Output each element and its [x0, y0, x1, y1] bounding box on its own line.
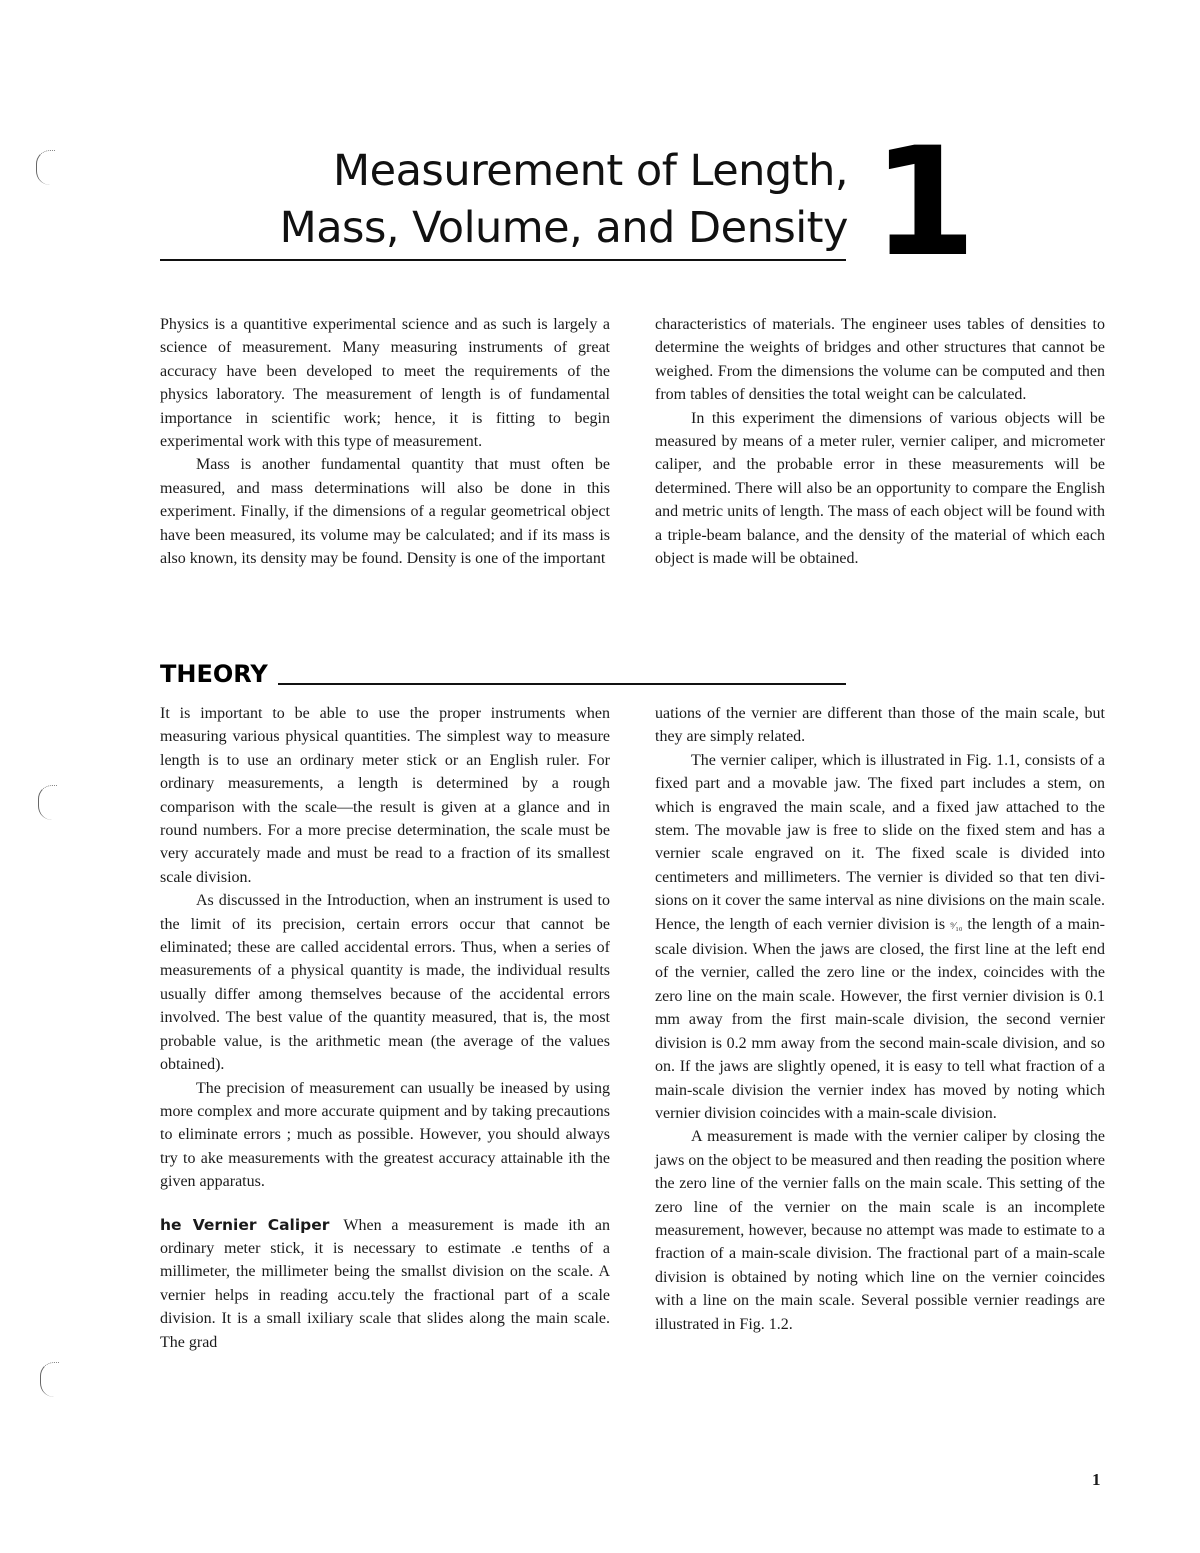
section-heading-theory: THEORY [160, 660, 268, 688]
vernier-description-cont: the length of a main-scale division. When the jaws are closed, the first line at the left end of the vernier, called the zero line or the index, coincides with the zero line on the main scale. However, the first vernier division is 0.1 mm away from the first main-scale division, the second vernier division is 0.2 mm away from the second main-scale division, and so on. If the jaws are slightly opened, it is easy to tell what fraction of a main-scale division the vernier index has moved by noting which vernier division coincides with a main-scale division. [655, 915, 1105, 1122]
theory-paragraph: uations of the vernier are different than those of the main scale, but they are simply related. [655, 705, 1105, 746]
intro-paragraph: characteristics of materials. The engineer uses tables of densities to determine the weights of bridges and other structures that cannot be weighed. From the dimensions the volume can be computed and then from tables of densities the total weight can be calculated. [655, 316, 1105, 404]
title-rule [160, 259, 846, 261]
theory-left-column [160, 702, 610, 1354]
chapter-title [280, 143, 848, 257]
theory-paragraph: As discussed in the Introduction, when an instrument is used to the limit of its precision, certain errors occur that cannot be eliminated; these are called accidental errors. Thus, when a series of measurements of a physical quantity is made, the individual results usually differ among themselves because of the accidental errors involved. The best value of the quantity measured, that is, the most probable value, is the arithmetic mean (the average of the values obtained). [160, 892, 610, 1074]
section-rule [278, 683, 846, 685]
chapter-title-line-1: Measurement of Length, [333, 146, 848, 196]
binding-hole-mark [36, 150, 55, 185]
vernier-caliper-text: When a measurement is made ith an ordinary meter stick, it is necessary to estimate .e tenths of a millimeter, the millimeter being the smallst division on the scale. A vernier helps in reading accu.tely the fractional part of a scale division. It is a small ixiliary scale that slides along the main scale. The grad [160, 1216, 610, 1351]
binding-hole-mark [40, 1362, 59, 1397]
theory-paragraph [655, 749, 1105, 1126]
intro-paragraph: Mass is another fundamental quantity that must often be measured, and mass determinations will also be done in this experiment. Finally, if the dimensions of a regular geometrical object have been measured, its volume may be calculated; and if its mass is also known, its density may be found. Density is one of the important [160, 456, 610, 568]
subsection-heading-vernier-caliper: he Vernier Caliper [160, 1215, 330, 1234]
intro-paragraph: In this experiment the dimensions of various objects will be measured by means of a meter ruler, vernier caliper, and micrometer caliper, and the probable error in these measurements will be determined. There will also be an opportunity to compare the English and metric units of length. The mass of each object will be found with a triple-beam balance, and the density of the material of which each object is made will be obtained. [655, 409, 1105, 568]
intro-left-column [160, 313, 610, 570]
fraction-nine-tenths: ⁹⁄₁₀ [950, 920, 963, 932]
intro-right-column [655, 313, 1105, 570]
binding-hole-mark [38, 785, 57, 820]
chapter-number: 1 [872, 116, 977, 290]
page-number: 1 [1092, 1470, 1101, 1489]
vernier-caliper-paragraph [160, 1214, 610, 1354]
theory-paragraph: A measurement is made with the vernier caliper by closing the jaws on the object to be measured and then reading the position where the zero line of the vernier falls on the main scale. This setting of the zero line of the vernier on the main scale is an incomplete measurement, however, because no attempt was made to estimate to a fraction of a main-scale division. The fractional part of a main-scale division is obtained by noting which line on the vernier coincides with a line on the main scale. Several possible vernier readings are illustrated in Fig. 1.2. [655, 1128, 1105, 1333]
theory-paragraph: It is important to be able to use the proper instruments when measuring various physical quantities. The simplest way to measure length is to use an ordinary meter stick or an English ruler. For ordinary measurements, a length is determined by a rough comparison with the scale—the result is given at a glance and in round numbers. For a more precise determination, the scale must be very accurately made and must be read to a fraction of its smallest scale division. [160, 705, 610, 886]
intro-paragraph: Physics is a quantitive experimental science and as such is largely a science of measurement. Many measuring instruments of great accuracy have been developed to meet the requirements of the physics laboratory. The measurement of length is of fundamental importance in scientific work; hence, it is fitting to begin experimental work with this type of measurement. [160, 316, 610, 451]
theory-right-column [655, 702, 1105, 1336]
chapter-title-line-2: Mass, Volume, and Density [279, 203, 848, 253]
theory-paragraph: The precision of measurement can usually be ineased by using more complex and more accurate quipment and by taking precautions to eliminate errors ; much as possible. However, you should always try to ake measurements with the greatest accuracy attainable ith the given apparatus. [160, 1079, 610, 1191]
vernier-description: The vernier caliper, which is illustrated in Fig. 1.1, consists of a fixed part and a movable jaw. The fixed part includes a stem, on which is engraved the main scale, and a fixed jaw attached to the stem. The movable jaw is free to slide on the fixed stem and has a vernier scale engraved on it. The fixed scale is divided into centimeters and millimeters. The vernier is divided so that ten divisions on it cover the same interval as nine divisions on the main scale. Hence, the length of each vernier division is [655, 751, 1105, 933]
